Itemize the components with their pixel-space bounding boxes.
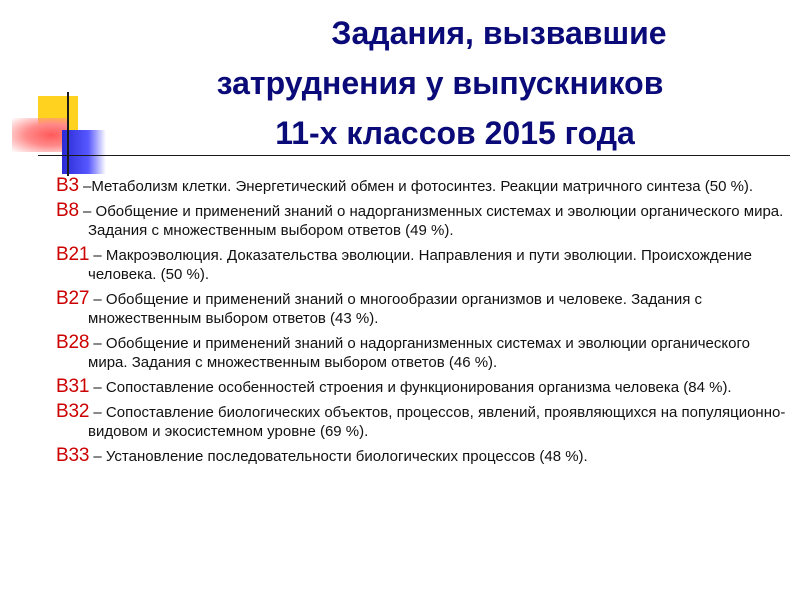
task-list [56,176,792,471]
task-code: В27 [56,288,90,309]
list-item [56,245,792,284]
list-item [56,377,792,397]
list-item [56,289,792,328]
task-description: – Сопоставление особенностей строения и функционирования организма человека (84 %). [89,379,732,396]
task-description: – Обобщение и применений знаний о надорганизменных системах и эволюции органического мира. Задания с множественным выбором ответов (49 %). [78,203,784,239]
task-code: В31 [56,376,90,397]
task-description: – Макроэволюция. Доказательства эволюции. Направления и пути эволюции. Происхождение человека. (50 %). [88,247,752,283]
slide-title [110,8,800,158]
task-description: – Сопоставление биологических объектов, процессов, явлений, проявляющихся на популяционно-видовом и экосистемном уровне (69 %). [88,404,786,440]
list-item [56,446,792,466]
task-code: В21 [56,244,90,265]
task-code: В8 [56,200,79,221]
title-line-3: 11-х классов 2015 года [275,115,635,151]
title-line-1: Задания, вызвавшие [331,15,667,51]
task-description: – Обобщение и применений знаний о надорганизменных системах и эволюции органического мира. Задания с множественным выбором ответов (46 %). [88,335,750,371]
task-description: –Метаболизм клетки. Энергетический обмен и фотосинтез. Реакции матричного синтеза (50 %). [78,178,754,195]
vertical-rule [67,92,69,176]
list-item [56,176,792,196]
task-code: В32 [56,401,90,422]
list-item [56,201,792,240]
task-code: В28 [56,332,90,353]
task-description: – Установление последовательности биологических процессов (48 %). [89,448,588,465]
list-item [56,402,792,441]
title-line-2: затруднения у выпускников [216,65,664,101]
red-square-decoration [12,118,68,152]
task-description: – Обобщение и применений знаний о многообразии организмов и человеке. Задания с множественным выбором ответов (43 %). [88,291,703,327]
task-code: В33 [56,445,90,466]
task-code: В3 [56,175,79,196]
list-item [56,333,792,372]
